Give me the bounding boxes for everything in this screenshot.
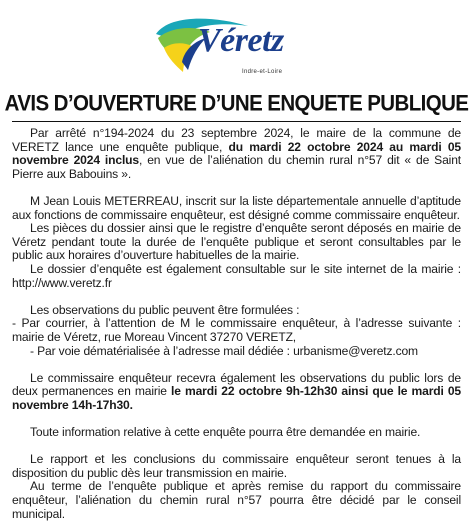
logo-subtitle: Indre-et-Loire (242, 69, 283, 75)
title-underline (12, 121, 461, 122)
notice-body (12, 127, 461, 521)
paragraph-rapport: Le rapport et les conclusions du commissaire enquêteur seront tenues à la disposition du public dès leur transmission en mairie. (12, 452, 461, 480)
paragraph-dossier: Les pièces du dossier ainsi que le registre d’enquête seront déposés en mairie de Véretz pendant toute la durée de l’enquête publique et seront consultables par le public aux horaires d’ouverture habituelles de la mairie. (12, 221, 461, 263)
paragraph-permanences: Le commissaire enquêteur recevra également les observations du public lors de deux permanences en mairie le mardi 22 octobre 9h-12h30 ainsi que le mardi 05 novembre 14h-17h30. (12, 370, 461, 412)
paragraph-mail: - Par voie dématérialisée à l’adresse mail dédiée : urbanisme@veretz.com (30, 343, 418, 358)
paragraph-commissaire: M Jean Louis METERREAU, inscrit sur la liste départementale annuelle d’aptitude aux fonctions de commissaire enquêteur, est désigné comme commissaire enquêteur. (12, 193, 461, 222)
enquiry-dates: du mardi 22 octobre 2024 au mardi 05 novembre 2024 inclus (12, 139, 462, 168)
paragraph-site-internet: Le dossier d’enquête est également consultable sur le site internet de la mairie : http://www.veretz.fr (12, 261, 461, 290)
logo-wordmark: Véretz (198, 22, 284, 59)
paragraph-information: Toute information relative à cette enquête pourra être demandée en mairie. (30, 425, 421, 440)
paragraph-arrete: Par arrêté n°194-2024 du 23 septembre 2024, le maire de la commune de VERETZ lance une enquête publique, du mardi 22 octobre 2024 au mardi 05 novembre 2024 inclus, en vue de l’aliénation du chemin rural n°57 dit « de Saint Pierre aux Babouins ». (12, 126, 462, 181)
notice-title: AVIS D’OUVERTURE D’UNE ENQUETE PUBLIQUE (4, 91, 469, 116)
veretz-logo (152, 12, 292, 82)
paragraph-observations: Les observations du public peuvent être formulées : (30, 302, 300, 317)
permanence-dates: le mardi 22 octobre 9h-12h30 ainsi que le mardi 05 novembre 14h-17h30. (12, 384, 461, 412)
paragraph-courrier: - Par courrier, à l’attention de M le commissaire enquêteur, à l’adresse suivante : mairie de Véretz, rue Moreau Vincent 37270 VERETZ, (12, 316, 461, 344)
paragraph-alienation: Au terme de l’enquête publique et après remise du rapport du commissaire enquêteur, l’aliénation du chemin rural n°57 pourra être décidé par le conseil municipal. (12, 479, 461, 521)
